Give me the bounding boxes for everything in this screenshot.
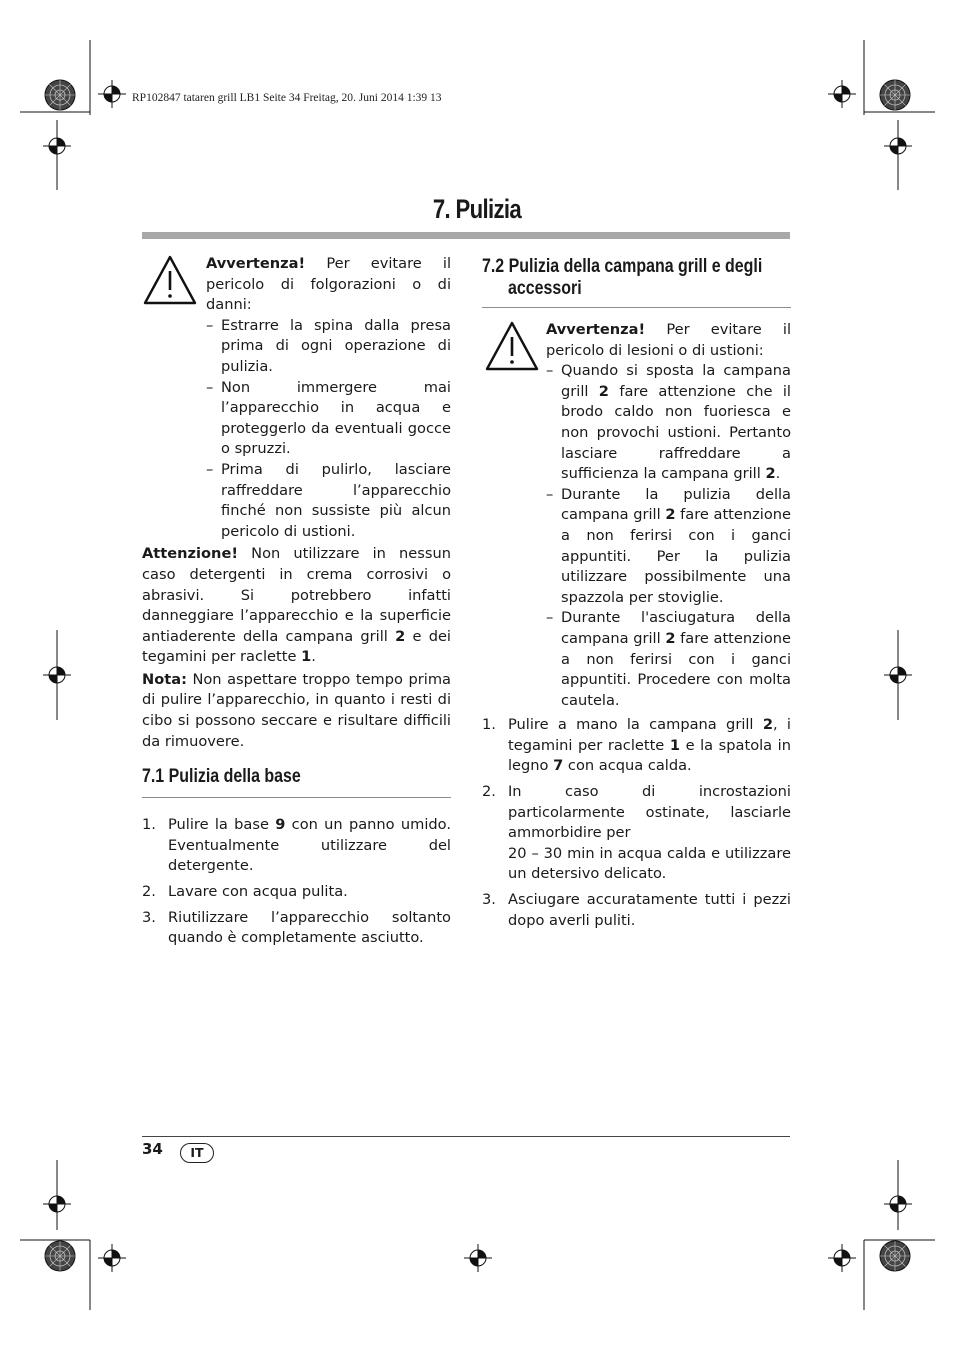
print-info-line: RP102847 tataren grill LB1 Seite 34 Freitag, 20. Juni 2014 1:39 13 [132, 92, 442, 104]
warning-item: – Quando si sposta la campana grill 2 fare attenzione che il brodo caldo non fuoriesca e non provochi ustioni. Pertanto lasciare raffreddare a sufficienza la campana grill 2. [546, 362, 791, 483]
footer-rule [142, 1136, 790, 1137]
warning-item: – Durante l'asciugatura della campana grill 2 fare attenzione a non ferirsi con i ganci appuntiti. Procedere con molta cautela. [546, 609, 791, 709]
section-7-1-rule [142, 797, 451, 798]
attention-label: Attenzione! [142, 545, 238, 563]
warning-intro: Avvertenza! Per evitare il pericolo di lesioni o di ustioni: [546, 321, 791, 359]
warning-item: – Estrarre la spina dalla presa prima di ogni operazione di pulizia. [206, 316, 451, 375]
section-7-1 [142, 766, 451, 949]
list-item: 3. Riutilizzare l’apparecchio soltanto quando è completamente asciutto. [142, 908, 451, 947]
note-paragraph: Nota: Non aspettare troppo tempo prima di pulire l’apparecchio, in quanto i resti di cibo si possono seccare e risultare difficili da rimuovere. [142, 670, 451, 750]
warning-intro [206, 254, 451, 316]
list-item: 3. Asciugare accuratamente tutti i pezzi dopo averli puliti. [482, 891, 791, 929]
list-item: 1. Pulire la base 9 con un panno umido. Eventualmente utilizzare del detergente. [142, 816, 451, 875]
right-column [482, 256, 791, 936]
warning-intro-text: Per evitare il pericolo di folgorazioni o di danni: [206, 255, 451, 314]
warning-label: Avvertenza! [546, 321, 646, 338]
warning-item: – Prima di pulirlo, lasciare raffreddare l’apparecchio finché non sussiste più alcun pericolo di ustioni. [206, 460, 451, 540]
list-item: 2. In caso di incrostazioni particolarmente ostinate, lasciarle ammorbidire per 20 – 30 min in acqua calda e utilizzare un detersivo delicato. [482, 783, 791, 883]
title-rule [142, 232, 790, 239]
warning-block [142, 254, 451, 542]
list-item: 1. Pulire a mano la campana grill 2, i tegamini per raclette 1 e la spatola in legno 7 con acqua calda. [482, 716, 791, 775]
warning-triangle-icon [484, 320, 540, 372]
warning-triangle-icon [142, 254, 198, 306]
warning-item: – Non immergere mai l’apparecchio in acqua e proteggerlo da eventuali gocce o spruzzi. [206, 378, 451, 458]
language-badge: IT [180, 1143, 214, 1163]
section-7-2-steps [482, 715, 791, 931]
section-7-2-heading: 7.2 Pulizia della campana grill e degli [482, 256, 763, 277]
page-title: 7. Pulizia [432, 194, 522, 224]
warning-label: Avvertenza! [206, 255, 306, 272]
section-7-1-heading: 7.1 Pulizia della base [142, 766, 301, 788]
section-7-2-rule [482, 307, 791, 308]
page-number: 34 [142, 1140, 163, 1158]
attention-paragraph: Attenzione! Non utilizzare in nessun caso detergenti in crema corrosivi o abrasivi. Si potrebbero infatti danneggiare l’apparecchio e la superficie antiaderente della campana grill 2 e dei tegamini per raclette 1. [142, 545, 451, 666]
left-column [142, 254, 451, 954]
note-label: Nota: [142, 670, 187, 688]
warning-block [482, 320, 791, 711]
warning-item: – Durante la pulizia della campana grill 2 fare attenzione a non ferirsi con i ganci appuntiti. Per la pulizia utilizzare possibilmente una spazzola per stoviglie. [546, 485, 791, 606]
section-7-2-heading-cont: accessori [508, 278, 582, 299]
list-item: 2. Lavare con acqua pulita. [142, 883, 348, 901]
